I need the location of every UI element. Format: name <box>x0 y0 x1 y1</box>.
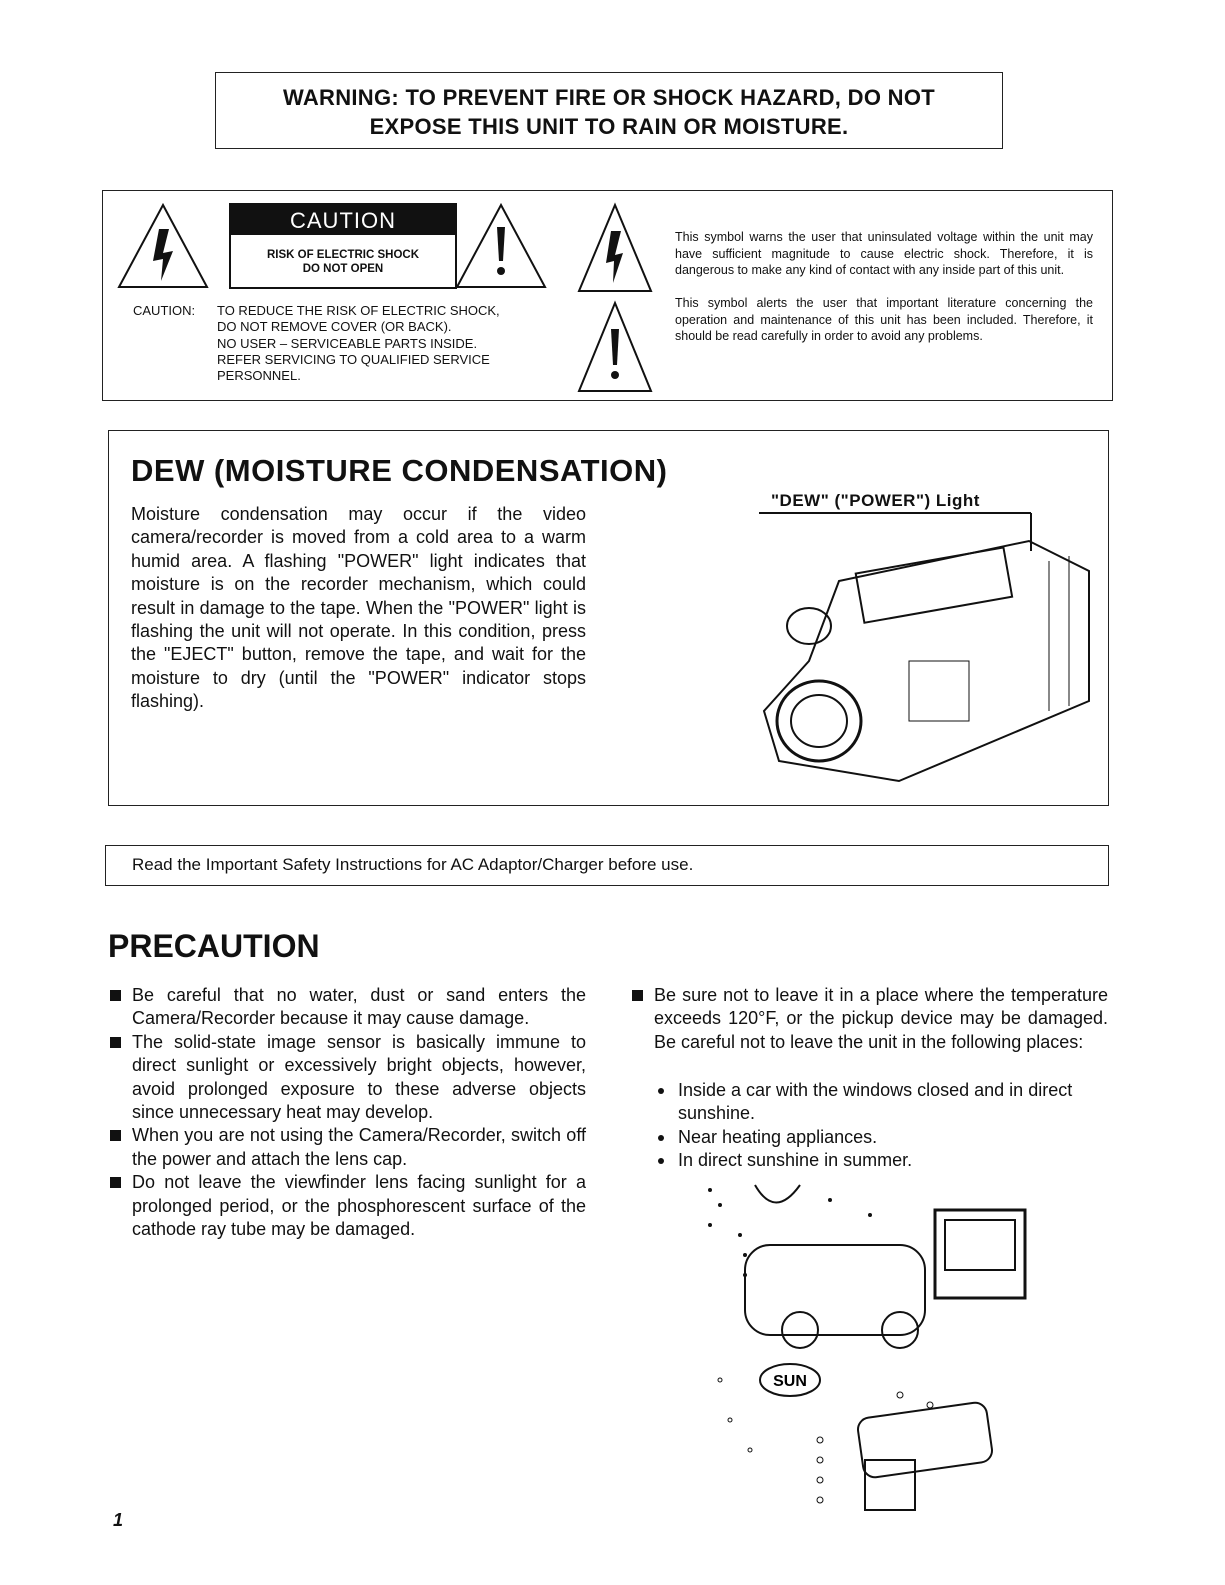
warning-box <box>215 72 1003 149</box>
list-item: When you are not using the Camera/Recorder, switch off the power and attach the lens cap. <box>108 1124 586 1171</box>
safety-note-box <box>105 845 1109 886</box>
camcorder-illustration <box>749 511 1094 791</box>
caution-label-line-1: RISK OF ELECTRIC SHOCK <box>266 249 420 261</box>
precaution-title: PRECAUTION <box>108 928 320 964</box>
list-item: Be sure not to leave it in a place where the temperature exceeds 120°F, or the pickup device may be damaged. Be careful not to leave the unit in the following places: <box>630 984 1108 1054</box>
list-item: Do not leave the viewfinder lens facing sunlight for a prolonged period, or the phosphorescent surface of the cathode ray tube may be damaged. <box>108 1171 586 1241</box>
list-item: Be careful that no water, dust or sand enters the Camera/Recorder because it may cause damage. <box>108 984 586 1031</box>
caution-line: REFER SERVICING TO QUALIFIED SERVICE <box>217 351 490 367</box>
caution-line: TO REDUCE THE RISK OF ELECTRIC SHOCK, <box>217 303 500 318</box>
precaution-right-list <box>630 984 1108 1054</box>
caution-text <box>133 303 500 384</box>
voltage-symbol-description: This symbol warns the user that uninsulated voltage within the unit may have sufficient magnitude to cause electric shock. Therefore, it is dangerous to make any kind of contact with any inside part of this unit. <box>675 230 1093 277</box>
dew-title: DEW (MOISTURE CONDENSATION) <box>131 453 668 488</box>
caution-line: DO NOT REMOVE COVER (OR BACK). <box>217 319 452 335</box>
safety-note: Read the Important Safety Instructions for AC Adaptor/Charger before use. <box>132 855 694 874</box>
places-list <box>654 1079 1108 1173</box>
precaution-left-list <box>108 984 586 1241</box>
electric-shock-warning-icon <box>117 201 209 291</box>
list-item: The solid-state image sensor is basically immune to direct sunlight or excessively bright objects, however, avoid prolonged exposure to these adverse objects since unnecessary heat may develop. <box>108 1031 586 1125</box>
list-item: Inside a car with the windows closed and in direct sunshine. <box>654 1079 1108 1126</box>
sun-label: SUN <box>773 1373 807 1390</box>
caution-label-line-2: DO NOT OPEN <box>302 263 384 275</box>
electric-shock-symbol-icon <box>577 201 653 295</box>
exclamation-warning-icon <box>455 201 547 291</box>
exclamation-symbol-icon <box>577 299 653 395</box>
caution-line: PERSONNEL. <box>217 368 301 384</box>
list-item: Near heating appliances. <box>654 1126 1108 1149</box>
warning-line-2: EXPOSE THIS UNIT TO RAIN OR MOISTURE. <box>369 114 849 139</box>
dew-section <box>108 430 1109 806</box>
dew-body: Moisture condensation may occur if the video camera/recorder is moved from a cold area to a warm humid area. A flashing "POWER" light indicates that moisture is on the recorder mechanism, which could result in damage to the tape. When the "POWER" light is flashing the unit will not operate. In this condition, press the "EJECT" button, remove the tape, and wait for the moisture to dry (until the "POWER" indicator stops flashing). <box>131 504 586 712</box>
list-item: In direct sunshine in summer. <box>654 1149 1108 1172</box>
heat-hazard-illustration <box>700 1180 1040 1520</box>
caution-label <box>229 203 457 289</box>
caution-line: NO USER – SERVICEABLE PARTS INSIDE. <box>217 335 478 351</box>
caution-prefix: CAUTION: <box>133 303 196 318</box>
caution-label-title: CAUTION <box>231 205 455 235</box>
dew-light-label: "DEW" ("POWER") Light <box>771 491 980 510</box>
caution-box <box>102 190 1113 401</box>
literature-symbol-description: This symbol alerts the user that important literature concerning the operation and maintenance of this unit has been included. Therefore, it should be read carefully in order to avoid any problems. <box>675 296 1093 343</box>
page-number: 1 <box>113 1510 124 1530</box>
warning-line-1: WARNING: TO PREVENT FIRE OR SHOCK HAZARD, DO NOT <box>282 85 935 110</box>
